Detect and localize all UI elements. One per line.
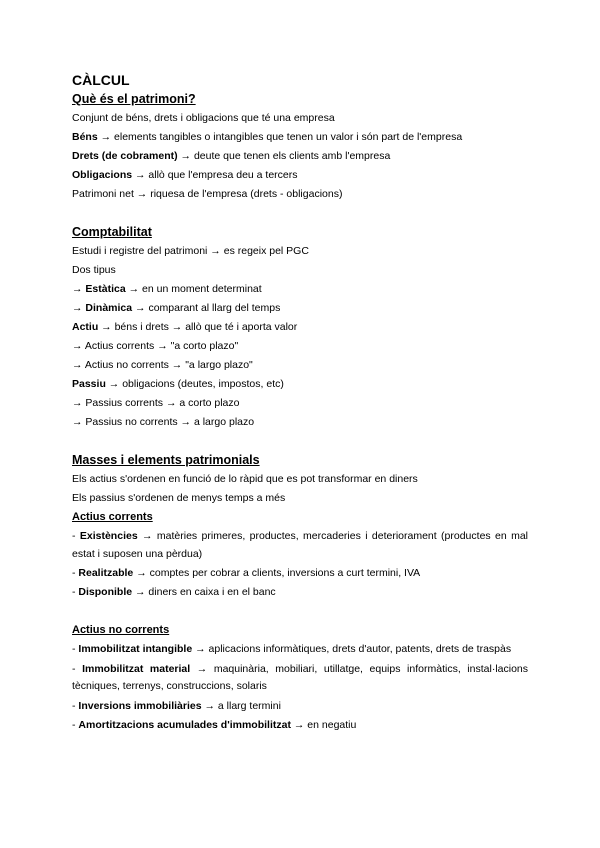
- text-line: → Dinàmica → comparant al llarg del temps: [72, 302, 281, 314]
- term: Existències: [79, 530, 138, 542]
- term: Realitzable: [78, 567, 134, 579]
- text-line: Obligacions → allò que l'empresa deu a tercers: [72, 169, 298, 181]
- document-content: [72, 70, 528, 735]
- text-line: → Actius corrents → "a corto plazo": [72, 340, 239, 352]
- text-line: Béns → elements tangibles o intangibles que tenen un valor i són part de l'empresa: [72, 131, 463, 143]
- text-line: → Passius corrents → a corto plazo: [72, 397, 240, 409]
- text-line: Dos tipus: [72, 264, 116, 276]
- term: Béns: [72, 131, 98, 143]
- text-line: Drets (de cobrament) → deute que tenen els clients amb l'empresa: [72, 150, 391, 162]
- text-line: Els passius s'ordenen de menys temps a més: [72, 492, 286, 504]
- term: Amortitzacions acumulades d'immobilitzat: [78, 718, 291, 731]
- text-line: → Passius no corrents → a largo plazo: [72, 416, 255, 428]
- list-item: - Immobilitzat material → maquinària, mobiliari, utillatge, equips informàtics, instal·lacions tècniques, terrenys, construccions, solaris: [72, 662, 528, 692]
- section-heading-patrimoni: Què és el patrimoni?: [72, 92, 196, 106]
- term: Disponible: [78, 586, 133, 598]
- subheading-actius-corrents: Actius corrents: [72, 511, 153, 523]
- text-line: → Estàtica → en un moment determinat: [72, 283, 262, 295]
- section-heading-comptabilitat: Comptabilitat: [72, 225, 152, 239]
- document-title: CÀLCUL: [72, 72, 130, 88]
- text-line: Passiu → obligacions (deutes, impostos, etc): [72, 378, 284, 390]
- list-item: - Existències → matèries primeres, productes, mercaderies i deteriorament (productes en mal estat i suposen una pèrdua): [72, 530, 528, 560]
- term: Estàtica: [85, 283, 126, 295]
- term: Immobilitzat material: [82, 662, 191, 675]
- term: Passiu: [72, 378, 106, 390]
- term: Inversions immobiliàries: [78, 699, 202, 712]
- section-heading-masses: Masses i elements patrimonials: [72, 453, 260, 467]
- subheading-actius-no-corrents: Actius no corrents: [72, 624, 170, 636]
- list-item: - Realitzable → comptes per cobrar a clients, inversions a curt termini, IVA: [72, 567, 421, 579]
- term: Actiu: [72, 321, 99, 333]
- text-line: Actiu → béns i drets → allò que té i aporta valor: [72, 321, 298, 333]
- text-line: Patrimoni net → riquesa de l'empresa (drets - obligacions): [72, 188, 343, 200]
- term: Obligacions: [72, 169, 133, 181]
- text-line: Estudi i registre del patrimoni → es regeix pel PGC: [72, 245, 309, 257]
- text-line: Conjunt de béns, drets i obligacions que té una empresa: [72, 112, 335, 124]
- list-item: - Amortitzacions acumulades d'immobilitzat → en negatiu: [72, 718, 357, 731]
- text-line: → Actius no corrents → "a largo plazo": [72, 359, 253, 371]
- text-line: Els actius s'ordenen en funció de lo ràpid que es pot transformar en diners: [72, 473, 418, 485]
- list-item: - Inversions immobiliàries → a llarg termini: [72, 699, 281, 712]
- term: Drets (de cobrament): [72, 150, 178, 162]
- term: Dinàmica: [85, 302, 133, 314]
- term: Immobilitzat intangible: [78, 643, 193, 655]
- list-item: - Immobilitzat intangible → aplicacions informàtiques, drets d'autor, patents, drets de traspàs: [72, 643, 512, 655]
- list-item: - Disponible → diners en caixa i en el banc: [72, 586, 276, 598]
